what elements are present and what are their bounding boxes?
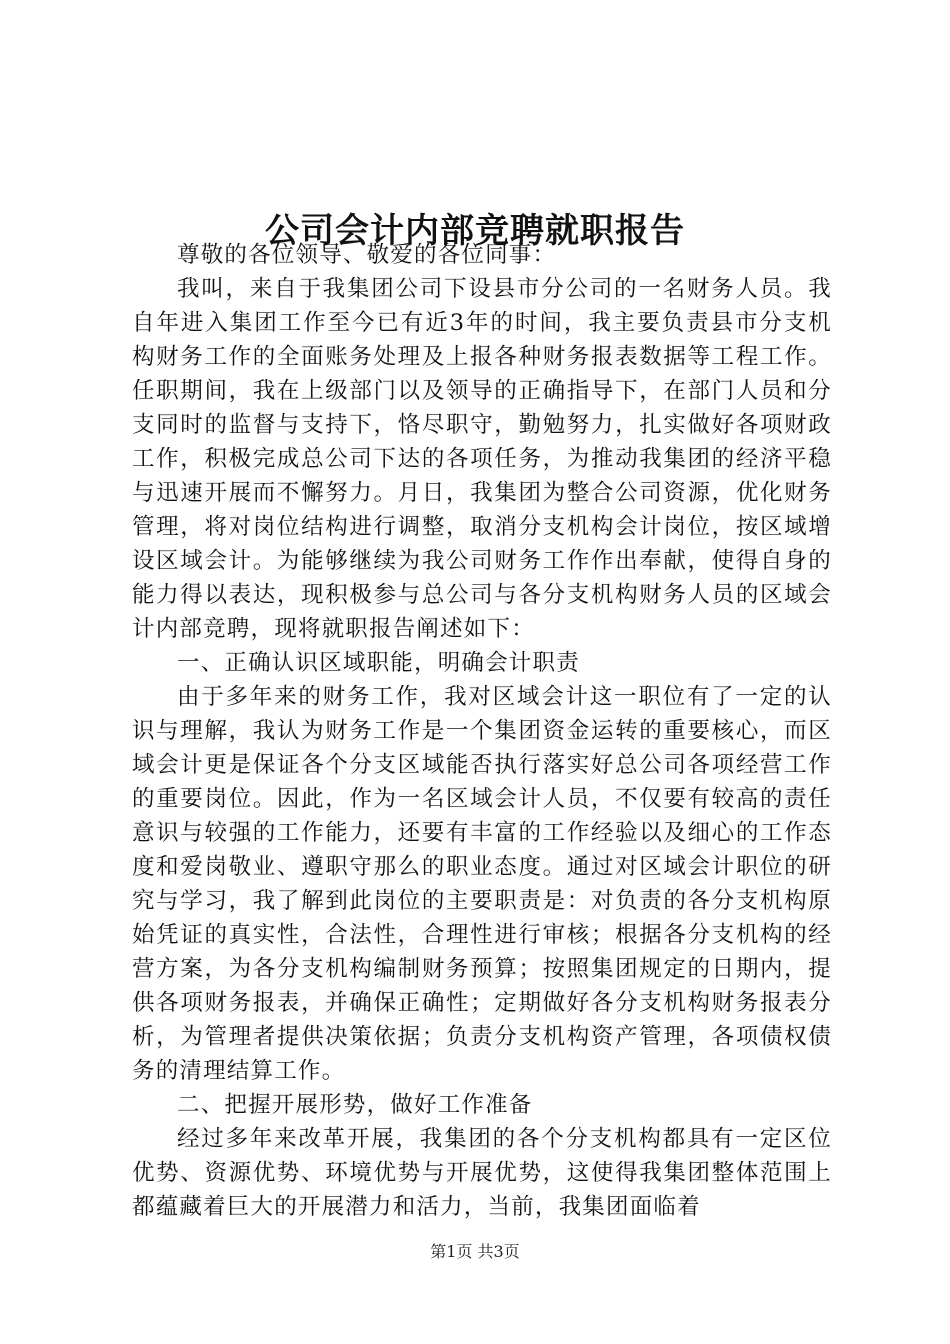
intro-paragraph: 我叫，来自于我集团公司下设县市分公司的一名财务人员。我自年进入集团工作至今已有近3年的时间，我主要负责县市分支机构财务工作的全面账务处理及上报各种财务报表数据等工程工作。任职期间，我在上级部门以及领导的正确指导下，在部门人员和分支同时的监督与支持下，恪尽职守，勤勉努力，扎实做好各项财政工作，积极完成总公司下达的各项任务，为推动我集团的经济平稳与迅速开展而不懈努力。月日，我集团为整合公司资源，优化财务管理，将对岗位结构进行调整，取消分支机构会计岗位，按区域增设区域会计。为能够继续为我公司财务工作作出奉献，使得自身的能力得以表达，现积极参与总公司与各分支机构财务人员的区域会计内部竞聘，现将就职报告阐述如下： <box>132 276 832 642</box>
section-2-paragraph: 经过多年来改革开展，我集团的各个分支机构都具有一定区位优势、资源优势、环境优势与开展优势，这使得我集团整体范围上都蕴藏着巨大的开展潜力和活力，当前，我集团面临着 <box>132 1126 832 1220</box>
document-body <box>132 238 832 1224</box>
section-1-paragraph: 由于多年来的财务工作，我对区域会计这一职位有了一定的认识与理解，我认为财务工作是一个集团资金运转的重要核心，而区域会计更是保证各个分支区域能否执行落实好总公司各项经营工作的重要岗位。因此，作为一名区域会计人员，不仅要有较高的责任意识与较强的工作能力，还要有丰富的工作经验以及细心的工作态度和爱岗敬业、遵职守那么的职业态度。通过对区域会计职位的研究与学习，我了解到此岗位的主要职责是：对负责的各分支机构原始凭证的真实性，合法性，合理性进行审核；根据各分支机构的经营方案，为各分支机构编制财务预算；按照集团规定的日期内，提供各项财务报表，并确保正确性；定期做好各分支机构财务报表分析，为管理者提供决策依据；负责分支机构资产管理，各项债权债务的清理结算工作。 <box>132 684 832 1084</box>
document-title: 公司会计内部竞聘就职报告 <box>265 210 685 251</box>
page-footer: 第1页 共3页 <box>430 1242 520 1261</box>
section-heading-2: 二、把握开展形势，做好工作准备 <box>177 1092 533 1118</box>
section-heading-1: 一、正确认识区域职能，明确会计职责 <box>177 650 580 676</box>
salutation-paragraph: 尊敬的各位领导、敬爱的各位同事： <box>177 242 557 268</box>
